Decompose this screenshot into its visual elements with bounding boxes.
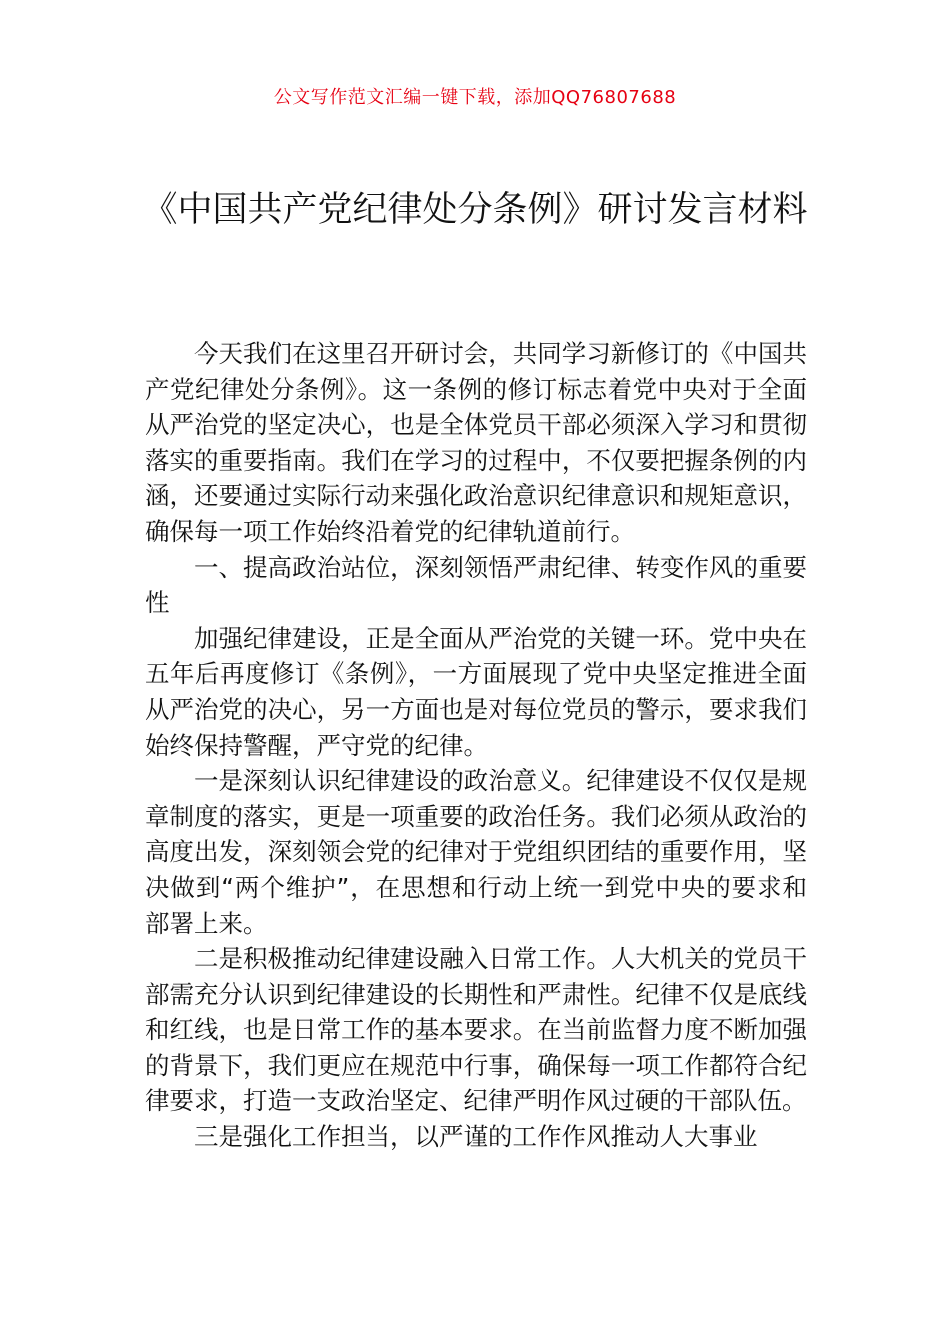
document-title: 《中国共产党纪律处分条例》研讨发言材料 bbox=[142, 190, 808, 230]
paragraph-point-1: 一是深刻认识纪律建设的政治意义。纪律建设不仅仅是规章制度的落实，更是一项重要的政治任务。我们必须从政治的高度出发，深刻领会党的纪律对于党组织团结的重要作用，坚决做到“两个维护”，在思想和行动上统一到党中央的要求和部署上来。 bbox=[145, 766, 807, 938]
paragraph-intro: 今天我们在这里召开研讨会，共同学习新修订的《中国共产党纪律处分条例》。这一条例的修订标志着党中央对于全面从严治党的坚定决心，也是全体党员干部必须深入学习和贯彻落实的重要指南。我们在学习的过程中，不仅要把握条例的内涵，还要通过实际行动来强化政治意识纪律意识和规矩意识，确保每一项工作始终沿着党的纪律轨道前行。 bbox=[145, 339, 807, 546]
paragraph-point-3: 三是强化工作担当，以严谨的工作作风推动人大事业 bbox=[194, 1122, 758, 1152]
paragraph-section-1: 加强纪律建设，正是全面从严治党的关键一环。党中央在五年后再度修订《条例》，一方面展现了党中央坚定推进全面从严治党的决心，另一方面也是对每位党员的警示，要求我们始终保持警醒，严守党的纪律。 bbox=[145, 623, 807, 760]
promo-banner: 公文写作范文汇编一键下载，添加QQ76807688 bbox=[273, 87, 677, 108]
section-heading-1: 一、提高政治站位，深刻领悟严肃纪律、转变作风的重要性 bbox=[145, 552, 807, 618]
document-body bbox=[145, 336, 807, 1155]
paragraph-point-2: 二是积极推动纪律建设融入日常工作。人大机关的党员干部需充分认识到纪律建设的长期性和严肃性。纪律不仅是底线和红线，也是日常工作的基本要求。在当前监督力度不断加强的背景下，我们更应在规范中行事，确保每一项工作都符合纪律要求，打造一支政治坚定、纪律严明作风过硬的干部队伍。 bbox=[145, 944, 807, 1116]
